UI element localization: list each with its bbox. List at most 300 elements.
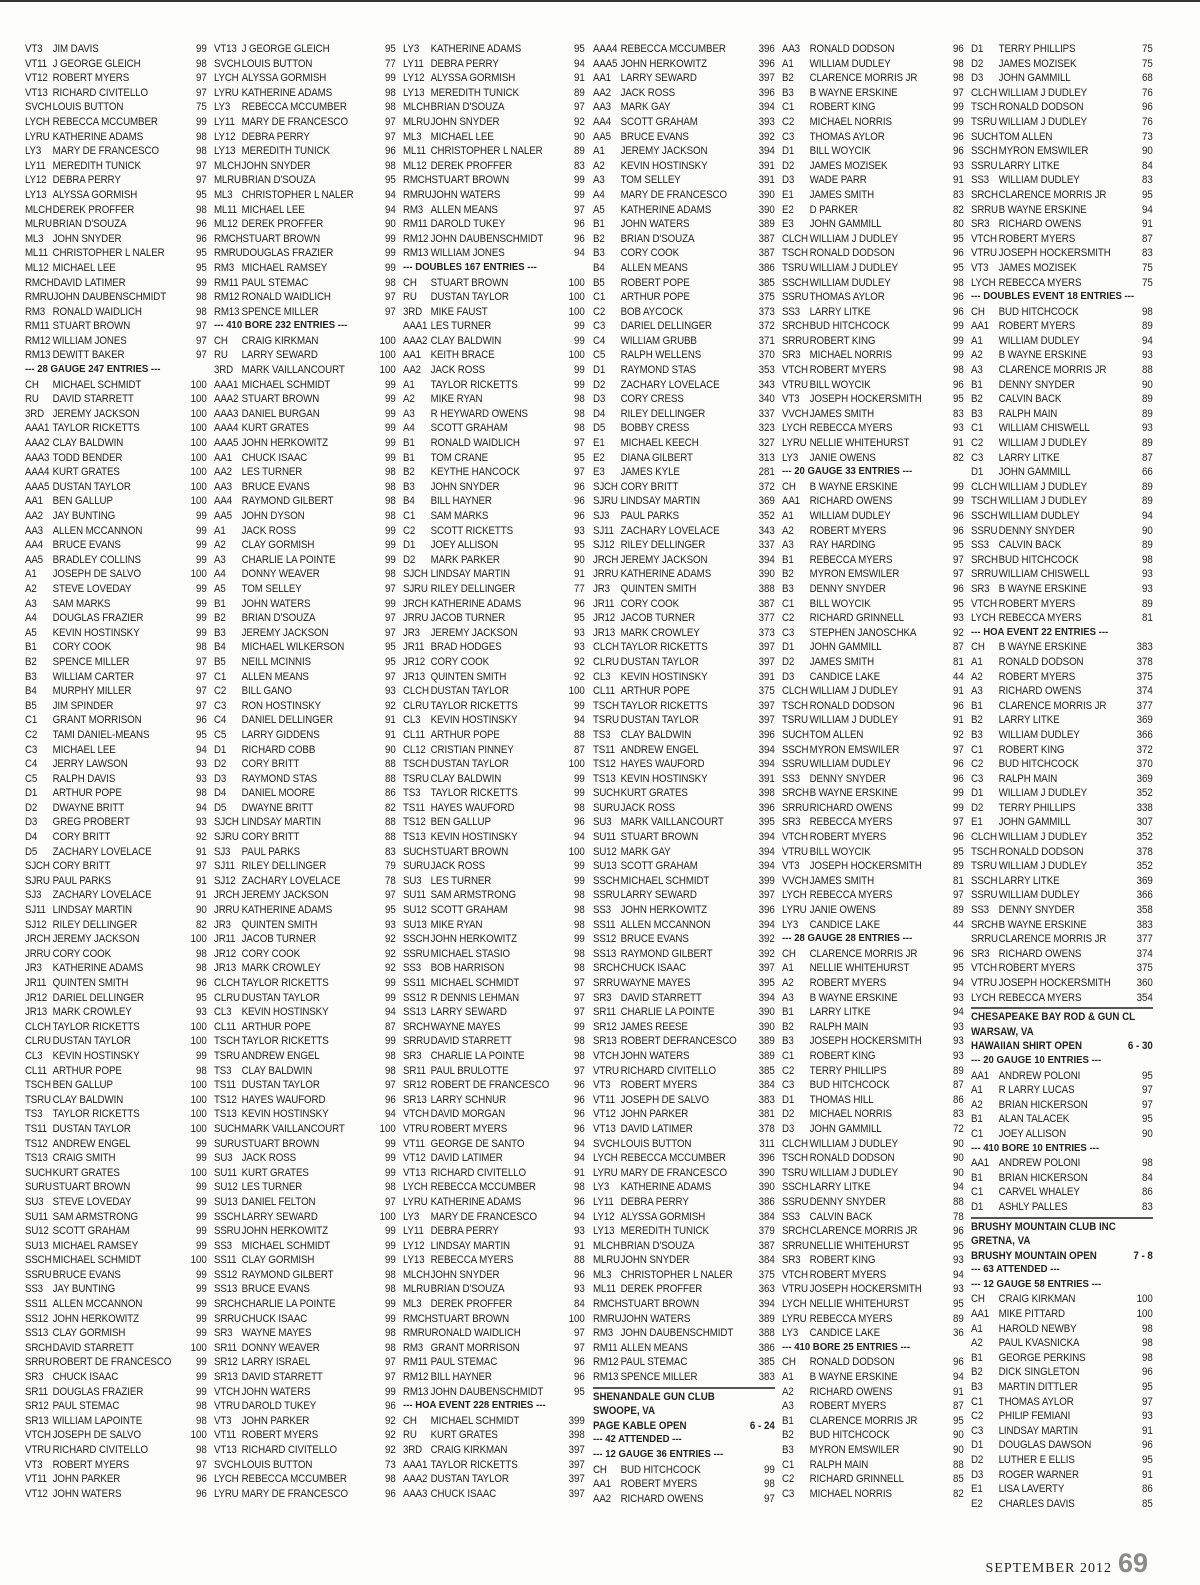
shooter-name: KATHERINE ADAMS [241, 904, 333, 917]
shooter-name: ROBERT MYERS [809, 1400, 886, 1413]
class-code: SR3 [214, 1327, 233, 1340]
results-column [403, 42, 585, 1542]
score: 385 [758, 1064, 775, 1077]
class-code: CLCH [781, 1137, 808, 1150]
result-row [25, 1399, 207, 1414]
result-row [782, 684, 964, 699]
shooter-name: QUINTEN SMITH [430, 670, 507, 683]
score: 354 [1136, 991, 1153, 1004]
shooter-name: DEBRA PERRY [52, 174, 121, 187]
shooter-name: MICHAEL SCHMIDT [620, 874, 709, 887]
score: 90 [385, 743, 397, 756]
shooter-name: JAMES SMITH [809, 655, 874, 668]
score: 96 [952, 510, 964, 522]
result-row [403, 246, 585, 261]
class-code: B1 [403, 451, 415, 464]
shooter-name: THOMAS AYLOR [809, 291, 885, 304]
class-code: SJ12 [214, 874, 236, 887]
score: 96 [574, 1356, 586, 1369]
score: 94 [574, 831, 586, 844]
result-row [593, 71, 775, 86]
class-code: SSCH [25, 1254, 52, 1267]
score: 99 [385, 261, 397, 274]
class-code: ML12 [214, 218, 238, 231]
score: 84 [1141, 159, 1153, 172]
score: 95 [952, 1414, 964, 1427]
score: 96 [952, 291, 964, 304]
shooter-name: RONALD DODSON [998, 845, 1084, 858]
class-code: A1 [781, 57, 794, 70]
result-row [25, 655, 207, 670]
result-row [593, 1210, 775, 1225]
class-code: A2 [970, 1098, 983, 1111]
result-row [403, 57, 585, 72]
score: 82 [952, 203, 964, 216]
class-code: MLRU [214, 174, 242, 187]
score: 100 [379, 1210, 397, 1223]
score: 98 [195, 1400, 207, 1413]
score: 89 [1141, 480, 1153, 493]
class-code: MLRU [403, 115, 431, 128]
page-footer [986, 1548, 1148, 1579]
event-header: --- 28 GAUGE 247 ENTRIES --- [25, 364, 161, 376]
shooter-name: MARY DE FRANCESCO [620, 188, 727, 201]
class-code: JRCH [25, 933, 51, 946]
shooter-name: REBECCA MCCUMBER [241, 101, 347, 114]
class-code: VTCH [214, 1385, 240, 1398]
score: 91 [574, 1166, 586, 1179]
shooter-name: CHRISTOPHER L NALER [52, 247, 165, 260]
shooter-name: REBECCA MYERS [809, 553, 893, 566]
result-row [214, 261, 396, 276]
score: 99 [952, 334, 964, 347]
shooter-name: MARY DE FRANCESCO [620, 1166, 727, 1179]
shooter-name: DENNY SNYDER [809, 1195, 886, 1208]
result-row [593, 786, 775, 801]
class-code: SU12 [214, 1181, 238, 1194]
class-code: TSRU [781, 1166, 808, 1179]
score: 384 [758, 1210, 775, 1223]
class-code: AA3 [781, 43, 800, 55]
result-row [593, 1166, 775, 1181]
class-code: RMCH [592, 1298, 622, 1311]
class-code: VT11 [403, 1137, 426, 1150]
score: 91 [195, 874, 207, 887]
result-row [25, 684, 207, 699]
class-code: AAA1 [403, 320, 428, 333]
shooter-name: DEREK PROFFER [241, 218, 324, 231]
shooter-name: CORY COOK [52, 947, 111, 960]
class-code: RMRU [403, 188, 432, 201]
class-code: JR12 [214, 947, 237, 960]
class-code: SU13 [25, 1239, 49, 1252]
shooter-name: JEREMY JACKSON [430, 626, 518, 639]
result-row [403, 1253, 585, 1268]
class-code: B1 [781, 553, 794, 566]
club-heading-text: CHESAPEAKE BAY ROD & GUN CL [970, 1011, 1135, 1024]
shooter-name: ALYSSA GORMISH [620, 1210, 705, 1223]
score: 97 [952, 816, 964, 829]
shooter-name: LARRY LITKE [809, 1006, 871, 1019]
score: 88 [385, 758, 397, 771]
score: 98 [574, 393, 586, 406]
score: 396 [758, 904, 775, 917]
result-row [782, 378, 964, 393]
score: 89 [574, 145, 586, 158]
shooter-name: TAYLOR RICKETTS [52, 422, 140, 435]
score: 98 [385, 466, 397, 479]
class-code: LY13 [403, 86, 425, 99]
shooter-name: ZACHARY LOVELACE [620, 378, 720, 391]
class-code: 3RD [25, 407, 44, 420]
shooter-name: LARRY LITKE [998, 714, 1060, 727]
class-code: D3 [25, 816, 38, 829]
class-code: D5 [25, 845, 38, 858]
result-row [971, 859, 1153, 874]
score: 353 [758, 364, 775, 377]
shooter-name: KATHERINE ADAMS [620, 203, 711, 216]
shooter-name: CLARENCE MORRIS JR [998, 364, 1107, 377]
score: 95 [385, 43, 397, 55]
result-row [25, 830, 207, 845]
class-code: LY11 [403, 1225, 424, 1238]
score: 97 [195, 655, 207, 668]
shooter-name: HAYES WAUFORD [620, 758, 704, 771]
result-row [403, 1312, 585, 1327]
score: 397 [758, 72, 775, 85]
score: 99 [952, 101, 964, 114]
score: 90 [1141, 145, 1153, 158]
result-row [403, 1064, 585, 1079]
shooter-name: DUSTAN TAYLOR [241, 991, 321, 1004]
score: 89 [952, 860, 964, 873]
class-code: VT3 [970, 261, 989, 274]
shooter-name: JOHN WATERS [241, 1385, 311, 1398]
score: 93 [952, 1035, 964, 1048]
score: 97 [195, 685, 207, 698]
score: 93 [195, 1006, 207, 1019]
shooter-name: CHUCK ISAAC [430, 1487, 497, 1500]
score: 99 [195, 1225, 207, 1238]
score: 95 [385, 174, 397, 187]
class-code: AAA4 [592, 43, 617, 55]
class-code: B3 [970, 728, 983, 741]
shooter-name: ALLEN MCCANNON [52, 524, 143, 537]
result-row [214, 582, 396, 597]
result-row [214, 348, 396, 363]
class-code: D5 [592, 422, 605, 435]
score: 377 [1136, 699, 1153, 712]
class-code: SJ12 [592, 539, 615, 552]
score: 68 [1141, 72, 1153, 85]
class-code: VT12 [403, 1152, 426, 1165]
class-code: C1 [403, 510, 416, 522]
result-row [782, 1078, 964, 1093]
score: 99 [385, 1152, 397, 1165]
shooter-name: GEORGE PERKINS [998, 1351, 1086, 1364]
class-code: SR12 [25, 1400, 49, 1413]
score: 378 [1136, 655, 1153, 668]
result-row [214, 567, 396, 582]
score: 100 [568, 1312, 586, 1325]
score: 90 [574, 130, 586, 143]
class-code: D2 [781, 159, 794, 172]
result-row [25, 71, 207, 86]
shooter-name: ANDREW ENGEL [52, 1137, 131, 1150]
class-code: CH [403, 1414, 418, 1427]
shooter-name: ROBERT MYERS [998, 670, 1075, 683]
class-code: SS13 [403, 1006, 427, 1019]
class-code: SS12 [214, 1268, 238, 1281]
result-row [782, 348, 964, 363]
shooter-name: ALLEN MEANS [241, 670, 310, 683]
class-code: JR13 [403, 670, 426, 683]
shooter-name: MICHAEL LEE [52, 743, 116, 756]
shooter-name: PAUL KVASNICKA [998, 1337, 1080, 1350]
result-row [214, 1122, 396, 1137]
shooter-name: CHRISTOPHER L NALER [430, 145, 543, 158]
score: 372 [1136, 743, 1153, 756]
shooter-name: CLAY GORMISH [52, 1327, 126, 1340]
class-code: SSRU [592, 889, 619, 902]
score: 352 [1136, 787, 1153, 800]
class-code: AA3 [214, 480, 233, 493]
shooter-name: SCOTT GRAHAM [430, 904, 509, 917]
class-code: LY13 [25, 188, 47, 201]
shooter-name: ANDREW ENGEL [620, 743, 699, 756]
score: 396 [758, 1152, 775, 1165]
result-row [25, 1180, 207, 1195]
shooter-name: RONALD WAIDLICH [430, 437, 521, 450]
score: 397 [568, 1487, 586, 1500]
score: 87 [385, 1020, 397, 1033]
shooter-name: MICHAEL SCHMIDT [430, 977, 520, 989]
score: 90 [952, 1429, 964, 1442]
class-code: SS12 [25, 1312, 49, 1325]
result-row [593, 363, 775, 378]
class-code: VTCH [403, 1108, 430, 1121]
class-code: A1 [592, 145, 605, 158]
score: 100 [379, 349, 397, 362]
class-code: SR12 [214, 1356, 238, 1369]
class-code: RM3 [592, 1327, 613, 1340]
class-code: JRRU [592, 568, 618, 581]
class-code: RM12 [214, 291, 240, 304]
score: 89 [1141, 393, 1153, 406]
shooter-name: CLAY BALDWIN [52, 437, 124, 450]
shooter-name: BRIAN HICKERSON [998, 1171, 1088, 1184]
result-row [403, 815, 585, 830]
class-code: LYRU [25, 130, 50, 143]
class-code: TSRU [592, 714, 619, 727]
class-code: SRCH [592, 962, 620, 975]
shooter-name: LARRY LITKE [809, 1181, 871, 1194]
class-code: LY13 [214, 145, 236, 158]
class-code: SR11 [403, 1064, 427, 1077]
score: 98 [195, 145, 207, 158]
score: 384 [758, 1079, 775, 1092]
shooter-name: BUD HITCHCOCK [809, 320, 890, 333]
score: 352 [1136, 831, 1153, 844]
result-row [782, 991, 964, 1006]
shooter-name: KURT GRATES [620, 787, 688, 800]
shooter-name: MICHAEL WILKERSON [241, 641, 345, 654]
result-row [403, 1472, 585, 1487]
shooter-name: DUSTAN TAYLOR [430, 291, 510, 304]
result-row [25, 1239, 207, 1254]
shooter-name: QUINTEN SMITH [620, 582, 696, 595]
result-row [971, 86, 1153, 101]
result-row [403, 276, 585, 291]
score: 99 [574, 174, 586, 187]
class-code: RM12 [592, 1356, 618, 1369]
result-row [971, 991, 1153, 1006]
score: 96 [574, 1108, 586, 1121]
result-row [25, 699, 207, 714]
score: 100 [190, 1166, 207, 1179]
shooter-name: RICHARD CIVITELLO [620, 1064, 716, 1077]
score: 99 [385, 553, 397, 566]
score: 94 [1141, 334, 1153, 347]
score: 95 [195, 188, 207, 201]
score: 99 [574, 320, 586, 333]
score: 372 [758, 480, 775, 493]
shooter-name: MYRON EMSWILER [809, 743, 899, 756]
class-code: CLCH [592, 641, 619, 654]
shooter-name: NELLIE WHITEHURST [809, 1239, 909, 1252]
shooter-name: RICHARD CIVITELLO [241, 1444, 338, 1456]
shooter-name: REBECCA MYERS [998, 612, 1082, 625]
shooter-name: DUSTAN TAYLOR [52, 480, 131, 493]
result-row [971, 713, 1153, 728]
class-code: VT11 [25, 1473, 47, 1486]
club-heading-text: WARSAW, VA [970, 1025, 1034, 1038]
shooter-name: JOSEPH HOCKERSMITH [809, 860, 922, 873]
result-row [403, 173, 585, 188]
shooter-name: CORY COOK [620, 597, 679, 610]
class-code: CL3 [25, 1049, 43, 1062]
class-code: JR11 [592, 597, 614, 610]
result-row [782, 173, 964, 188]
result-row [403, 188, 585, 203]
shooter-name: WILLIAM J DUDLEY [998, 860, 1087, 873]
result-row [214, 1166, 396, 1181]
shooter-name: MYRON EMSWILER [809, 1444, 899, 1456]
score: 97 [574, 1341, 586, 1354]
score: 90 [195, 904, 207, 917]
result-row [971, 801, 1153, 816]
score: 394 [758, 101, 775, 114]
result-row [403, 71, 585, 86]
shooter-name: LARRY ISRAEL [241, 1356, 311, 1369]
shooter-name: REBECCA MYERS [809, 422, 893, 435]
result-row [971, 1468, 1153, 1483]
class-code: SRRU [403, 1035, 431, 1048]
shooter-name: JOHN DAUBENSCHMIDT [620, 1327, 733, 1340]
shooter-name: MICHAEL SCHMIDT [52, 378, 142, 391]
score: 82 [952, 451, 964, 464]
score: 99 [385, 422, 397, 435]
shooter-name: THOMAS AYLOR [998, 1395, 1074, 1408]
shooter-name: TERRY PHILLIPS [998, 43, 1076, 55]
class-code: SR13 [25, 1414, 49, 1427]
score: 96 [952, 947, 964, 960]
class-code: VTRU [403, 1122, 430, 1135]
class-code: LYCH [970, 276, 996, 289]
result-row [25, 1195, 207, 1210]
shooter-name: STUART BROWN [241, 393, 320, 406]
result-row [593, 378, 775, 393]
class-code: RM13 [403, 247, 429, 260]
shooter-name: CRAIG KIRKMAN [998, 1293, 1076, 1306]
result-row [214, 728, 396, 743]
event-header: --- 410 BORE 232 ENTRIES --- [214, 320, 348, 332]
class-code: VTRU [781, 845, 808, 858]
shooter-name: QUINTEN SMITH [241, 918, 318, 931]
result-row [25, 611, 207, 626]
class-code: D2 [970, 57, 983, 70]
score: 96 [952, 247, 964, 260]
class-code: JR3 [214, 918, 231, 931]
result-row [782, 743, 964, 758]
class-code: A3 [214, 553, 226, 566]
shooter-name: RICHARD GRINNELL [809, 612, 904, 625]
shooter-name: CLAY BALDWIN [620, 728, 691, 741]
result-row [214, 1224, 396, 1239]
result-row [214, 874, 396, 889]
shooter-name: DEBRA PERRY [241, 130, 310, 143]
score: 99 [385, 539, 397, 552]
class-code: C1 [25, 714, 38, 727]
class-code: D2 [970, 801, 983, 814]
shooter-name: ALLEN MEANS [620, 261, 688, 274]
score: 390 [758, 568, 775, 581]
class-code: D1 [970, 1200, 983, 1213]
class-code: JRCH [592, 553, 618, 566]
score: 98 [195, 1414, 207, 1427]
score: 82 [952, 1487, 964, 1500]
result-row [214, 130, 396, 145]
score: 92 [385, 1429, 397, 1442]
result-row [593, 1341, 775, 1356]
score: 98 [385, 101, 397, 114]
class-code: RM3 [403, 1341, 424, 1354]
shooter-name: LARRY SEWARD [241, 1210, 318, 1223]
score: 75 [195, 101, 207, 114]
shooter-name: JOSEPH HOCKERSMITH [809, 1035, 922, 1048]
shooter-name: RILEY DELLINGER [430, 582, 516, 595]
class-code: SJRU [214, 831, 239, 844]
score: 99 [952, 320, 964, 333]
score: 396 [758, 43, 775, 55]
result-row [214, 1137, 396, 1152]
result-row [593, 1239, 775, 1254]
class-code: AAA3 [214, 407, 239, 420]
shooter-name: RAY HARDING [809, 539, 876, 552]
result-row [214, 757, 396, 772]
score: 398 [568, 1429, 586, 1442]
score: 91 [952, 685, 964, 698]
score: 93 [574, 626, 586, 639]
shooter-name: MICHAEL LEE [430, 130, 495, 143]
shooter-name: CRAIG KIRKMAN [430, 1444, 508, 1456]
class-code: A3 [403, 407, 415, 420]
shooter-name: WILLIAM CHISWELL [998, 568, 1090, 581]
score: 82 [385, 801, 397, 814]
result-row [782, 71, 964, 86]
class-code: AAA2 [403, 1473, 428, 1486]
score: 98 [385, 1049, 397, 1062]
